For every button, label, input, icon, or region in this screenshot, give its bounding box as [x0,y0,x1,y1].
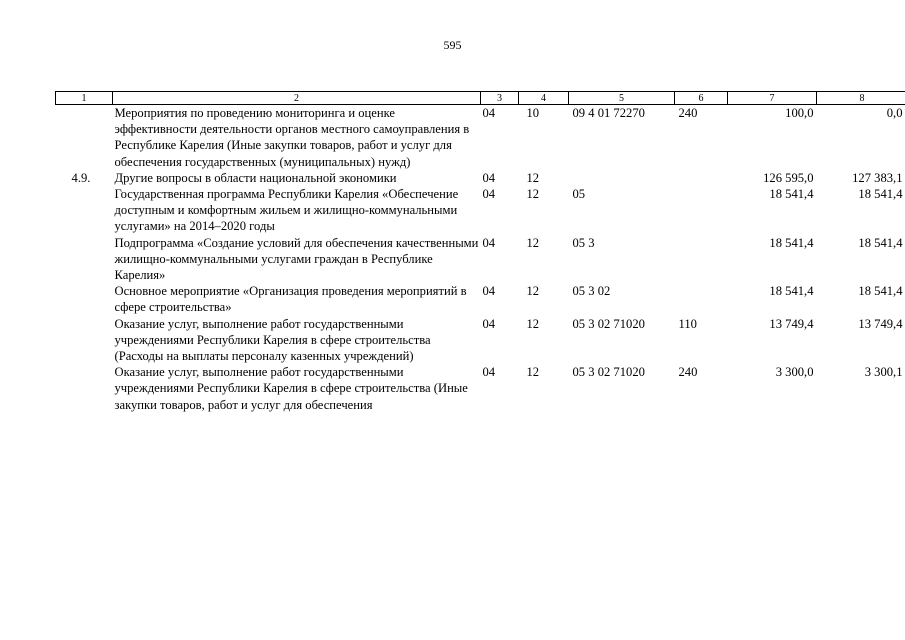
column-header: 5 [569,92,675,105]
amount-col7: 100,0 [785,106,814,120]
row-description: Другие вопросы в области национальной экономики [114,170,397,185]
column-header: 7 [728,92,817,105]
expense-type-code: 240 [678,365,698,380]
amount-col8: 13 749,4 [858,316,903,331]
expense-type-code: 110 [678,316,697,331]
subsection-code: 12 [526,365,540,380]
target-article-code [569,170,675,186]
page-number: 595 [443,38,462,52]
subsection-code: 12 [526,187,540,202]
section-code: 04 [482,187,496,202]
subsection-code: 10 [526,106,540,120]
row-description: Основное мероприятие «Организация проведения мероприятий в сфере строительства» [114,284,467,315]
amount-col7: 3 300,0 [775,365,814,380]
amount-col8: 18 541,4 [858,235,903,250]
amount-col7: 18 541,4 [769,187,814,202]
row-number [56,186,113,235]
column-header: 8 [817,92,905,105]
amount-col7: 18 541,4 [769,235,814,250]
subsection-code: 12 [526,170,540,185]
amount-col8: 127 383,1 [852,170,903,185]
row-description: Подпрограмма «Создание условий для обеспечения качественными жилищно-коммунальными услугами граждан в Республике Карелия» [114,235,479,283]
amount-col7: 18 541,4 [769,284,814,299]
target-article-code: 05 3 [572,235,595,250]
column-header: 2 [113,92,481,105]
subsection-code: 12 [526,284,540,299]
column-header: 3 [481,92,519,105]
row-number [56,235,113,284]
row-description: Оказание услуг, выполнение работ государственными учреждениями Республики Карелия в сфере строительства (Расходы на выплаты персоналу казенных учреждений) [114,316,431,364]
row-number [56,283,113,315]
column-header: 6 [675,92,728,105]
column-number-header-row [56,92,905,105]
table-row [56,105,905,170]
table-row [56,170,905,186]
expense-type-code [675,235,728,284]
amount-col7: 13 749,4 [769,316,814,331]
column-header: 4 [519,92,569,105]
amount-col8: 0,0 [886,106,903,120]
section-code: 04 [482,235,496,250]
expense-type-code [675,186,728,235]
table-row [56,235,905,284]
target-article-code: 05 [572,187,586,202]
row-number [56,364,113,413]
section-code: 04 [482,106,496,120]
amount-col8: 3 300,1 [864,365,903,380]
budget-table [55,91,905,413]
row-number: 4.9. [71,170,91,185]
row-description: Государственная программа Республики Карелия «Обеспечение доступным и комфортным жильем и жилищно-коммунальными услугами» на 2014–2020 годы [114,187,459,234]
target-article-code: 09 4 01 72270 [572,106,645,120]
section-code: 04 [482,284,496,299]
column-header: 1 [56,92,113,105]
expense-type-code [675,283,728,315]
table-row [56,364,905,413]
subsection-code: 12 [526,235,540,250]
table-row [56,283,905,315]
target-article-code: 05 3 02 71020 [572,316,645,331]
table-row [56,186,905,235]
row-number [56,105,113,170]
section-code: 04 [482,365,496,380]
target-article-code: 05 3 02 71020 [572,365,645,380]
row-description: Мероприятия по проведению мониторинга и оценке эффективности деятельности органов местного самоуправления в Республике Карелия (Иные закупки товаров, работ и услуг для обеспечения государственных (муниципальных) нужд) [114,106,470,169]
amount-col7: 126 595,0 [763,170,814,185]
subsection-code: 12 [526,316,540,331]
expense-type-code: 240 [678,106,698,120]
section-code: 04 [482,316,496,331]
amount-col8: 18 541,4 [858,187,903,202]
section-code: 04 [482,170,496,185]
target-article-code: 05 3 02 [572,284,611,299]
amount-col8: 18 541,4 [858,284,903,299]
row-description: Оказание услуг, выполнение работ государственными учреждениями Республики Карелия в сфере строительства (Иные закупки товаров, работ и услуг для обеспечения [114,365,468,412]
expense-type-code [675,170,728,186]
row-number [56,316,113,365]
table-row [56,316,905,365]
